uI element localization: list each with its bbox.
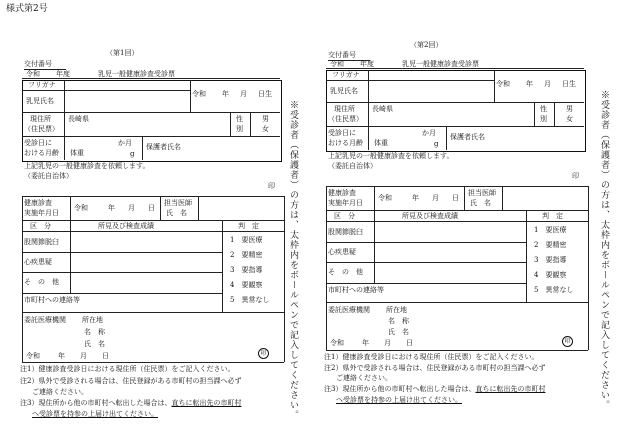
footer-era: 令和 xyxy=(330,339,344,347)
furigana-label: フリガナ xyxy=(28,81,56,89)
category-other: そ の 他 xyxy=(24,278,59,286)
address-sub-label: （住民票） xyxy=(24,125,59,133)
note-1: 注1）健康診査受診日における現住所（住民票）をご記入ください。 xyxy=(20,365,235,373)
judgement-4: 4 要観察 xyxy=(230,281,263,289)
sex-label: 性 xyxy=(540,105,547,113)
col-findings: 所見及び検査成績 xyxy=(98,222,154,230)
infant-name-label: 乳児氏名 xyxy=(330,87,358,95)
weight-label: 体重 xyxy=(70,149,84,157)
dob-year: 年 xyxy=(526,80,533,88)
header-era: 令和 xyxy=(26,70,40,78)
institution-name: 名 称 xyxy=(388,317,409,325)
col-findings: 所見及び検査成績 xyxy=(402,212,458,220)
form-title: 乳児一般健康診査受診票 xyxy=(402,60,479,68)
institution-person: 氏 名 xyxy=(388,328,409,336)
footer-month: 月 xyxy=(80,352,87,360)
exam-date-label2: 実施年月日 xyxy=(24,209,59,217)
col-judgement: 判 定 xyxy=(542,212,563,220)
dob-era: 令和 xyxy=(192,90,206,98)
seal-mark: 印 xyxy=(268,182,275,190)
exam-date-year: 年 xyxy=(108,204,115,212)
category-other: そ の 他 xyxy=(328,268,363,276)
seal-mark: 印 xyxy=(572,172,579,180)
exam-date-month: 月 xyxy=(432,194,439,202)
age-unit: か月 xyxy=(422,129,436,137)
sheet-label: （第1回） xyxy=(106,49,139,57)
address-label: 現住所 xyxy=(30,115,51,123)
footer-era: 令和 xyxy=(26,352,40,360)
seal-circle: 印 xyxy=(258,340,269,359)
note-1: 注1）健康診査受診日における現住所（住民票）をご記入ください。 xyxy=(324,353,539,361)
sex-female: 女 xyxy=(566,115,573,123)
dob-era: 令和 xyxy=(496,80,510,88)
doctor-label2: 氏 名 xyxy=(166,209,187,217)
institution-name: 名 称 xyxy=(84,328,105,336)
contact-label: 市町村への連絡等 xyxy=(24,296,80,304)
exam-date-label: 健康診査 xyxy=(24,199,52,207)
judgement-5: 5 異常なし xyxy=(230,296,270,304)
side-note-right: ※受診者（保護者）の方は、太枠内をボールペンで記入してください。 xyxy=(599,90,609,410)
exam-date-day: 日 xyxy=(148,204,155,212)
dob-month: 月 xyxy=(544,80,551,88)
note-2: 注2）県外で受診される場合は、住民登録がある市町村の担当課へ必ず xyxy=(20,377,242,385)
weight-unit: g xyxy=(434,140,439,148)
exam-date-era: 令和 xyxy=(74,204,88,212)
infant-name-label: 乳児氏名 xyxy=(26,97,54,105)
judgement-2: 2 要精密 xyxy=(230,251,263,259)
age-label: 受診日に xyxy=(328,129,356,137)
col-category: 区 分 xyxy=(334,212,355,220)
age-label: 受診日に xyxy=(24,139,52,147)
issue-number-label: 交付番号 xyxy=(328,51,370,61)
sheet-label: （第2回） xyxy=(410,41,443,49)
address-value: 長崎県 xyxy=(372,105,393,113)
request-text: 上記乳児の一般健康診査を依頼します。 xyxy=(328,152,454,160)
weight-label: 体重 xyxy=(374,139,388,147)
seal-circle: 印 xyxy=(562,328,573,347)
institution-address: 所在地 xyxy=(82,316,103,324)
age-label2: おける月齢 xyxy=(328,139,363,147)
address-label: 現住所 xyxy=(334,105,355,113)
note-3: 注3）現住所から他の市町村へ転出した場合は、直ちに転出先の市町村 xyxy=(20,399,242,407)
furigana-label: フリガナ xyxy=(332,71,360,79)
header-year-label: 年度 xyxy=(56,70,70,78)
exam-date-label2: 実施年月日 xyxy=(328,199,363,207)
footer-year: 年 xyxy=(58,352,65,360)
institution-label: 委託医療機関 xyxy=(24,316,66,324)
institution-label: 委託医療機関 xyxy=(328,306,370,314)
exam-date-year: 年 xyxy=(412,194,419,202)
sex-label: 性 xyxy=(236,115,243,123)
note-2: 注2）県外で受診される場合は、住民登録がある市町村の担当課へ必ず xyxy=(324,364,546,372)
exam-date-era: 令和 xyxy=(378,194,392,202)
age-unit: か月 xyxy=(118,139,132,147)
dob-year: 年 xyxy=(222,90,229,98)
note-3-cont: へ受診票を持参の上届け出てください。 xyxy=(336,396,462,404)
address-value: 長崎県 xyxy=(68,115,89,123)
footer-day: 日 xyxy=(102,352,109,360)
note-2-cont: ご連絡ください。 xyxy=(32,388,88,396)
committee-text: （委託自治体） xyxy=(24,172,73,180)
note-2-cont: ご連絡ください。 xyxy=(336,374,392,382)
issue-number-label: 交付番号 xyxy=(24,60,66,70)
sex-label2: 別 xyxy=(540,115,547,123)
dob-month: 月 xyxy=(240,90,247,98)
sheet-second xyxy=(322,0,622,439)
judgement-1: 1 要医療 xyxy=(230,236,263,244)
sheet-first xyxy=(18,0,318,439)
contact-label: 市町村への連絡等 xyxy=(328,286,384,294)
request-text: 上記乳児の一般健康診査を依頼します。 xyxy=(24,162,150,170)
judgement-5: 5 異常なし xyxy=(534,286,574,294)
footer-day: 日 xyxy=(406,339,413,347)
category-hip: 股関節脱臼 xyxy=(328,228,363,236)
doctor-label2: 氏 名 xyxy=(470,199,491,207)
committee-text: （委託自治体） xyxy=(328,162,377,170)
age-label2: おける月齢 xyxy=(24,149,59,157)
institution-person: 氏 名 xyxy=(84,340,105,348)
weight-unit: g xyxy=(130,150,135,158)
note-3-cont: へ受診票を持参の上届け出てください。 xyxy=(32,410,158,418)
sex-label2: 別 xyxy=(236,125,243,133)
form-number: 様式第2号 xyxy=(6,4,48,14)
address-sub-label: （住民票） xyxy=(328,115,363,123)
exam-date-month: 月 xyxy=(128,204,135,212)
category-heart: 心疾患疑 xyxy=(24,258,52,266)
sex-male: 男 xyxy=(262,115,269,123)
side-note-left: ※受診者（保護者）の方は、太枠内をボールペンで記入してください。 xyxy=(288,100,298,420)
category-hip: 股関節脱臼 xyxy=(24,238,59,246)
col-judgement: 判 定 xyxy=(238,222,259,230)
category-heart: 心疾患疑 xyxy=(328,248,356,256)
guardian-label: 保護者氏名 xyxy=(450,133,485,141)
exam-date-label: 健康診査 xyxy=(328,189,356,197)
judgement-2: 2 要精密 xyxy=(534,241,567,249)
doctor-label: 担当医師 xyxy=(468,189,496,197)
header-era: 令和 xyxy=(330,60,344,68)
sex-male: 男 xyxy=(566,105,573,113)
col-category: 区 分 xyxy=(30,222,51,230)
institution-address: 所在地 xyxy=(386,306,407,314)
footer-year: 年 xyxy=(362,339,369,347)
sex-female: 女 xyxy=(262,125,269,133)
footer-month: 月 xyxy=(384,339,391,347)
judgement-4: 4 要観察 xyxy=(534,271,567,279)
judgement-3: 3 要指導 xyxy=(534,256,567,264)
judgement-3: 3 要指導 xyxy=(230,266,263,274)
dob-day: 日生 xyxy=(562,80,576,88)
doctor-label: 担当医師 xyxy=(164,199,192,207)
note-3: 注3）現住所から他の市町村へ転出した場合は、直ちに転出先の市町村 xyxy=(324,385,546,393)
header-year-label: 年度 xyxy=(360,60,374,68)
guardian-label: 保護者氏名 xyxy=(146,143,181,151)
judgement-1: 1 要医療 xyxy=(534,226,567,234)
exam-date-day: 日 xyxy=(452,194,459,202)
form-title: 乳児一般健康診査受診票 xyxy=(98,70,175,78)
dob-day: 日生 xyxy=(258,90,272,98)
